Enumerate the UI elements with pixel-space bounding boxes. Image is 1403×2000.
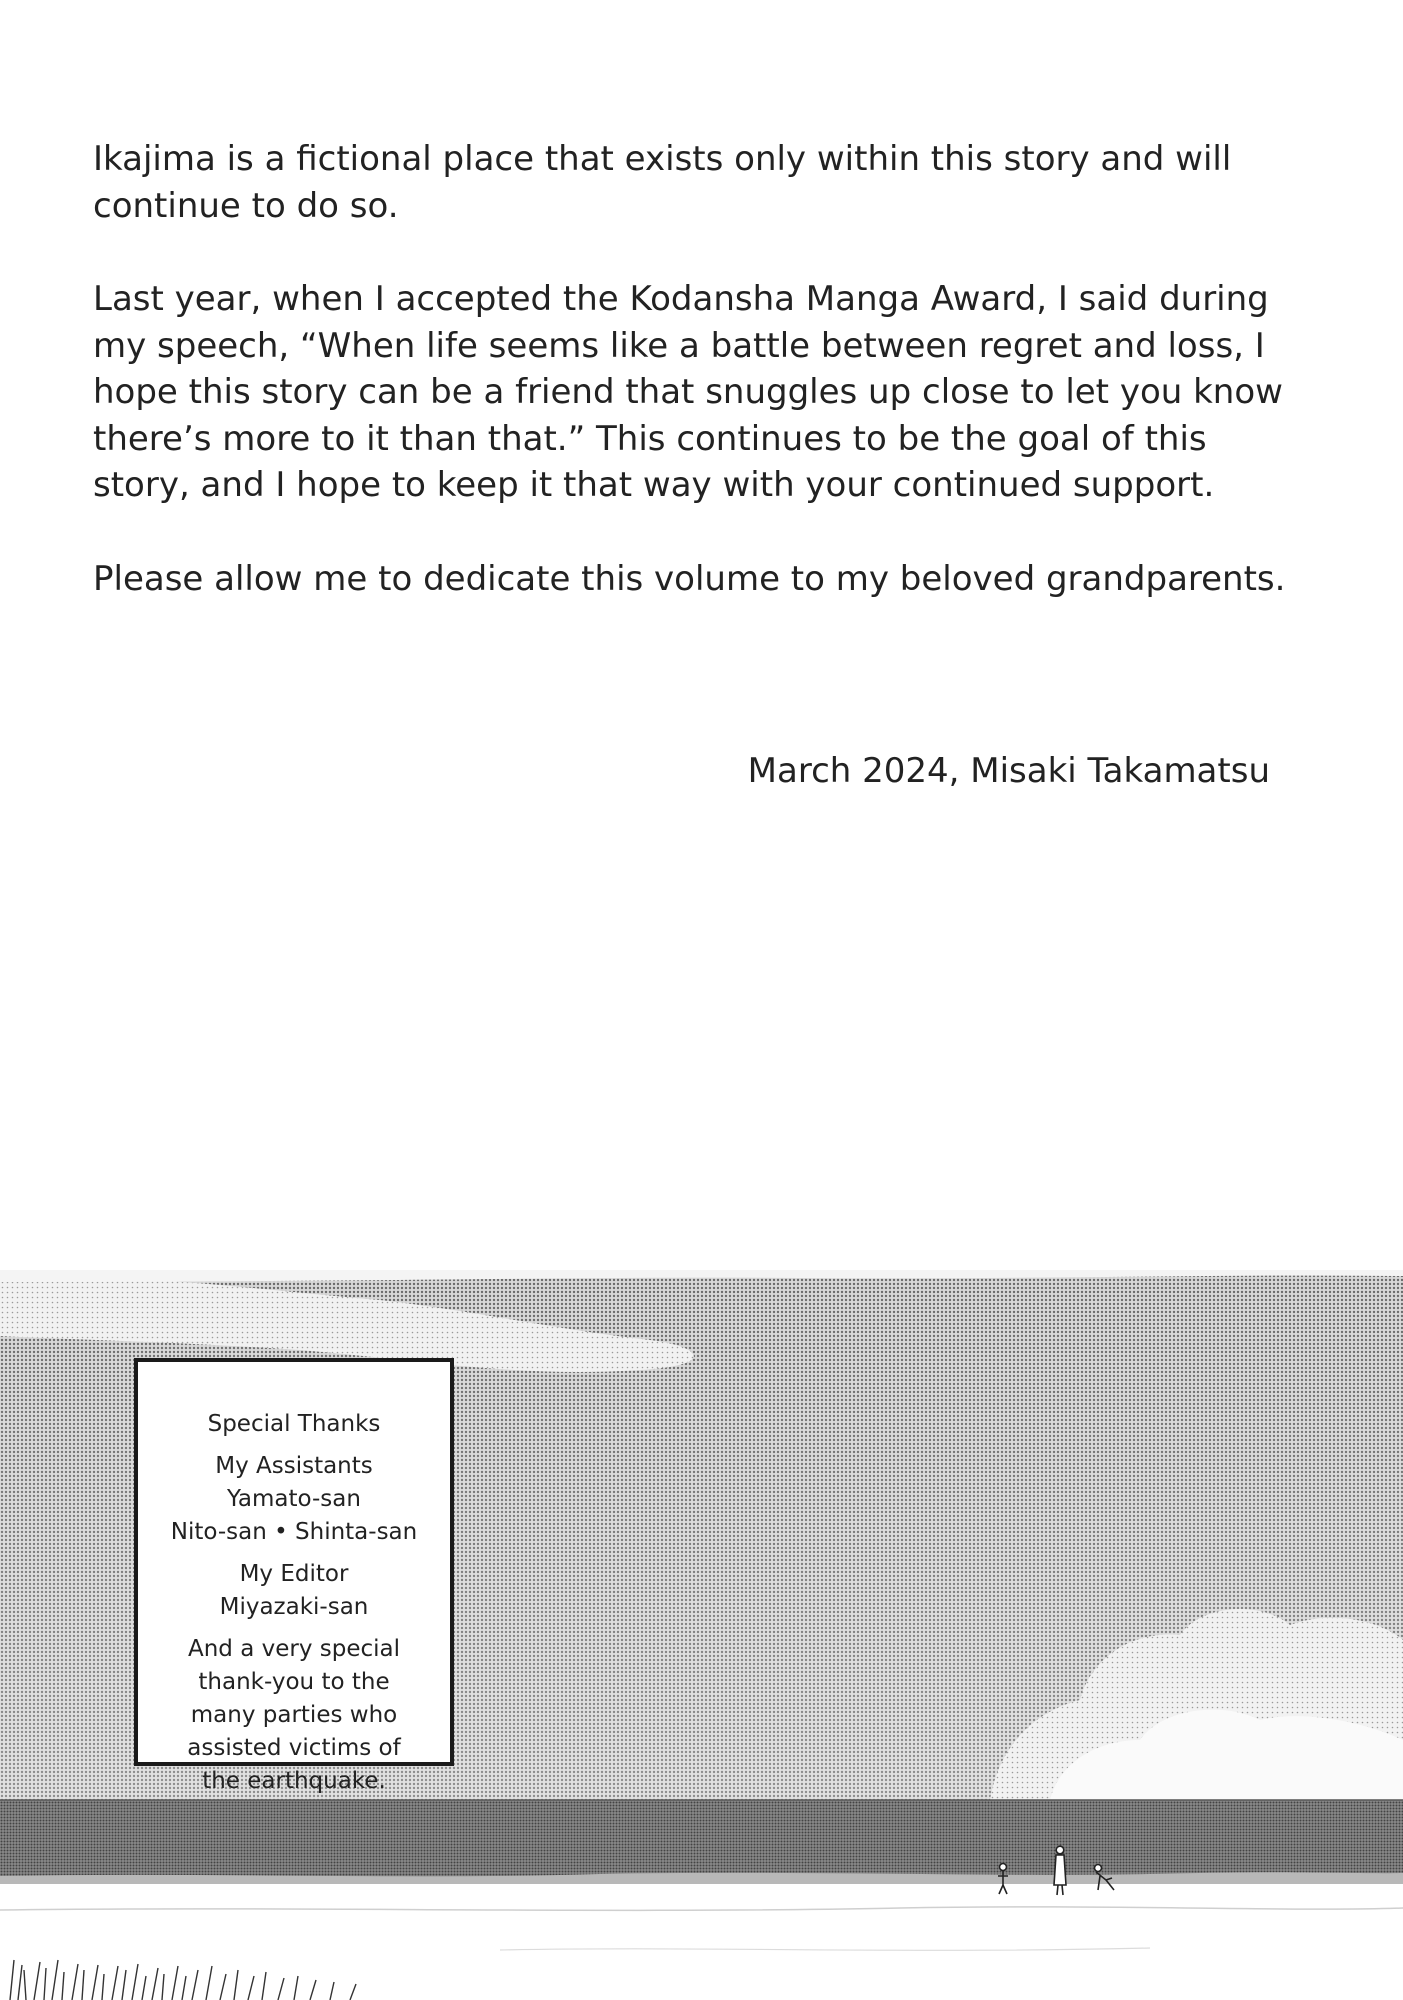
- closing-line: assisted victims of: [187, 1735, 401, 1761]
- afterword-text: [93, 136, 1293, 602]
- assistant-name-1: Yamato-san: [227, 1486, 361, 1512]
- closing-line: the earthquake.: [202, 1768, 386, 1794]
- special-thanks-box: [134, 1358, 454, 1794]
- paragraph-award-speech: Last year, when I accepted the Kodansha Manga Award, I said during my speech, “When life seems like a battle between regret and loss, I hope this story can be a friend that snuggles up close to let you know there’s more to it than that.” This continues to be the goal of this story, and I hope to keep it that way with your continued support.: [93, 279, 1283, 505]
- closing-group: [138, 1633, 450, 1798]
- editor-name: Miyazaki-san: [219, 1594, 369, 1620]
- assistants-group: [138, 1450, 450, 1549]
- editor-label: My Editor: [239, 1561, 349, 1587]
- paragraph-ikajima: Ikajima is a fictional place that exists only within this story and will continue to do so.: [93, 139, 1232, 226]
- assistants-label: My Assistants: [215, 1453, 373, 1479]
- editor-group: [138, 1558, 450, 1624]
- assistant-names-2: Nito-san • Shinta-san: [170, 1519, 418, 1545]
- signature: March 2024, Misaki Takamatsu: [747, 751, 1270, 791]
- paragraph-dedication: Please allow me to dedicate this volume to my beloved grandparents.: [93, 558, 1286, 599]
- closing-line: thank-you to the: [198, 1669, 390, 1695]
- beach: [0, 1884, 1403, 2000]
- special-thanks-heading: Special Thanks: [207, 1411, 381, 1437]
- thanks-heading-group: [138, 1408, 450, 1441]
- closing-line: And a very special: [187, 1636, 401, 1662]
- sea: [0, 1800, 1403, 1880]
- closing-line: many parties who: [190, 1702, 398, 1728]
